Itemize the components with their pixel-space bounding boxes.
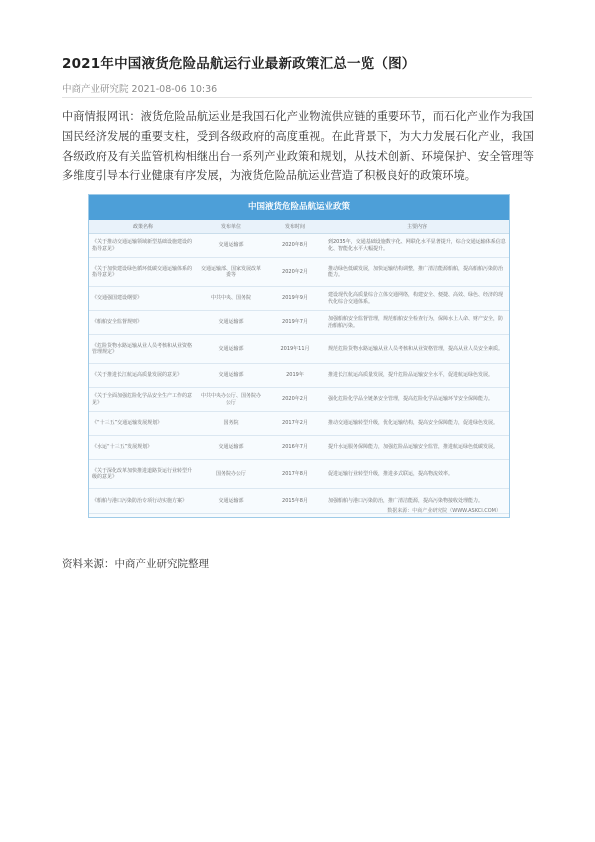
cell-content: 加强船舶与港口污染防治，推广清洁能源，提高污染物接收处理能力。 bbox=[325, 489, 509, 514]
data-source: 资料来源：中商产业研究院整理 bbox=[62, 558, 209, 570]
cell-policy-name: 《“十三五”交通运输发展规划》 bbox=[89, 412, 197, 436]
table-row bbox=[89, 412, 509, 436]
cell-date: 2020年8月 bbox=[265, 234, 325, 258]
cell-issuer: 国务院办公厅 bbox=[197, 460, 265, 489]
cell-date: 2020年2月 bbox=[265, 388, 325, 412]
cell-policy-name: 《水运“十三五”发展规划》 bbox=[89, 436, 197, 460]
cell-date: 2019年 bbox=[265, 364, 325, 388]
cell-issuer: 交通运输部 bbox=[197, 364, 265, 388]
article-title: 2021年中国液货危险品航运行业最新政策汇总一览（图） bbox=[62, 56, 416, 72]
cell-date: 2019年11月 bbox=[265, 335, 325, 364]
cell-content: 到2035年，交通基础设施数字化、网联化水平显著提升，综合交通运输体系信息化、智能化水平大幅提升。 bbox=[325, 234, 509, 258]
cell-issuer: 中共中央办公厅、国务院办公厅 bbox=[197, 388, 265, 412]
cell-policy-name: 《船舶与港口污染防治专项行动实施方案》 bbox=[89, 489, 197, 514]
table-row bbox=[89, 258, 509, 287]
cell-issuer: 交通运输部 bbox=[197, 436, 265, 460]
divider bbox=[62, 97, 532, 98]
cell-date: 2015年8月 bbox=[265, 489, 325, 514]
cell-policy-name: 《交通强国建设纲要》 bbox=[89, 287, 197, 311]
cell-date: 2016年7月 bbox=[265, 436, 325, 460]
cell-date: 2017年8月 bbox=[265, 460, 325, 489]
header-issuer: 发布单位 bbox=[197, 220, 265, 234]
cell-issuer: 交通运输部 bbox=[197, 489, 265, 514]
cell-policy-name: 《关于推进长江航运高质量发展的意见》 bbox=[89, 364, 197, 388]
table-row bbox=[89, 364, 509, 388]
cell-issuer: 中共中央、国务院 bbox=[197, 287, 265, 311]
cell-policy-name: 《关于全面加强危险化学品安全生产工作的意见》 bbox=[89, 388, 197, 412]
cell-date: 2019年7月 bbox=[265, 311, 325, 335]
table-row bbox=[89, 436, 509, 460]
publish-date: 2021-08-06 10:36 bbox=[131, 84, 218, 95]
cell-content: 推动交通运输转型升级，优化运输结构，提高安全保障能力，促进绿色发展。 bbox=[325, 412, 509, 436]
cell-content: 强化危险化学品全链条安全管理，提高危险化学品运输环节安全保障能力。 bbox=[325, 388, 509, 412]
article-paragraph: 中商情报网讯：液货危险品航运业是我国石化产业物流供应链的重要环节，而石化产业作为我国国民经济发展的重要支柱，受到各级政府的高度重视。在此背景下，为大力发展石化产业，我国各级政府及有关监管机构相继出台一系列产业政策和规划，从技术创新、环境保护、安全管理等多维度引导本行业健康有序发展，为液货危险品航运业营造了积极良好的政策环境。 bbox=[62, 110, 534, 183]
cell-content: 促进运输行业转型升级，推进多式联运，提高物流效率。 bbox=[325, 460, 509, 489]
cell-policy-name: 《危险货物水路运输从业人员考核和从业资格管理规定》 bbox=[89, 335, 197, 364]
cell-content: 提升水运服务保障能力，加强危险品运输安全监管，推进航运绿色低碳发展。 bbox=[325, 436, 509, 460]
table-row bbox=[89, 388, 509, 412]
cell-date: 2017年2月 bbox=[265, 412, 325, 436]
table-row bbox=[89, 335, 509, 364]
figure-title: 中国液货危险品航运业政策 bbox=[89, 195, 509, 220]
cell-policy-name: 《关于加快建设绿色循环低碳交通运输体系的指导意见》 bbox=[89, 258, 197, 287]
header-content: 主要内容 bbox=[325, 220, 509, 234]
header-date: 发布时间 bbox=[265, 220, 325, 234]
policy-table bbox=[89, 220, 509, 514]
cell-content: 加强船舶安全监督管理，规范船舶安全检查行为，保障水上人命、财产安全，防治船舶污染。 bbox=[325, 311, 509, 335]
table-row bbox=[89, 287, 509, 311]
cell-date: 2019年9月 bbox=[265, 287, 325, 311]
cell-policy-name: 《关于深化改革加快推进道路货运行业转型升级的意见》 bbox=[89, 460, 197, 489]
figure-source-note: 数据来源：中商产业研究院（WWW.ASKCI.COM） bbox=[387, 508, 501, 514]
cell-content: 推动绿色低碳发展，加快运输结构调整，推广清洁能源船舶，提高船舶污染防治能力。 bbox=[325, 258, 509, 287]
article-meta bbox=[62, 81, 217, 95]
cell-content: 建设现代化高质量综合立体交通网络，构建安全、便捷、高效、绿色、经济的现代化综合交通体系。 bbox=[325, 287, 509, 311]
source-link[interactable]: 中商产业研究院 bbox=[62, 84, 129, 95]
cell-policy-name: 《关于推动交通运输领域新型基础设施建设的指导意见》 bbox=[89, 234, 197, 258]
table-row bbox=[89, 311, 509, 335]
cell-date: 2020年2月 bbox=[265, 258, 325, 287]
table-header-row bbox=[89, 220, 509, 234]
cell-issuer: 交通运输部 bbox=[197, 311, 265, 335]
cell-content: 规范危险货物水路运输从业人员考核和从业资格管理，提高从业人员安全素质。 bbox=[325, 335, 509, 364]
table-row bbox=[89, 234, 509, 258]
table-row bbox=[89, 460, 509, 489]
cell-issuer: 交通运输部 bbox=[197, 234, 265, 258]
header-policy-name: 政策名称 bbox=[89, 220, 197, 234]
cell-issuer: 交通运输部、国家发展改革委等 bbox=[197, 258, 265, 287]
cell-issuer: 交通运输部 bbox=[197, 335, 265, 364]
policy-table-image bbox=[88, 194, 510, 518]
cell-content: 推进长江航运高质量发展，提升危险品运输安全水平，促进航运绿色发展。 bbox=[325, 364, 509, 388]
cell-issuer: 国务院 bbox=[197, 412, 265, 436]
cell-policy-name: 《船舶安全监督规则》 bbox=[89, 311, 197, 335]
